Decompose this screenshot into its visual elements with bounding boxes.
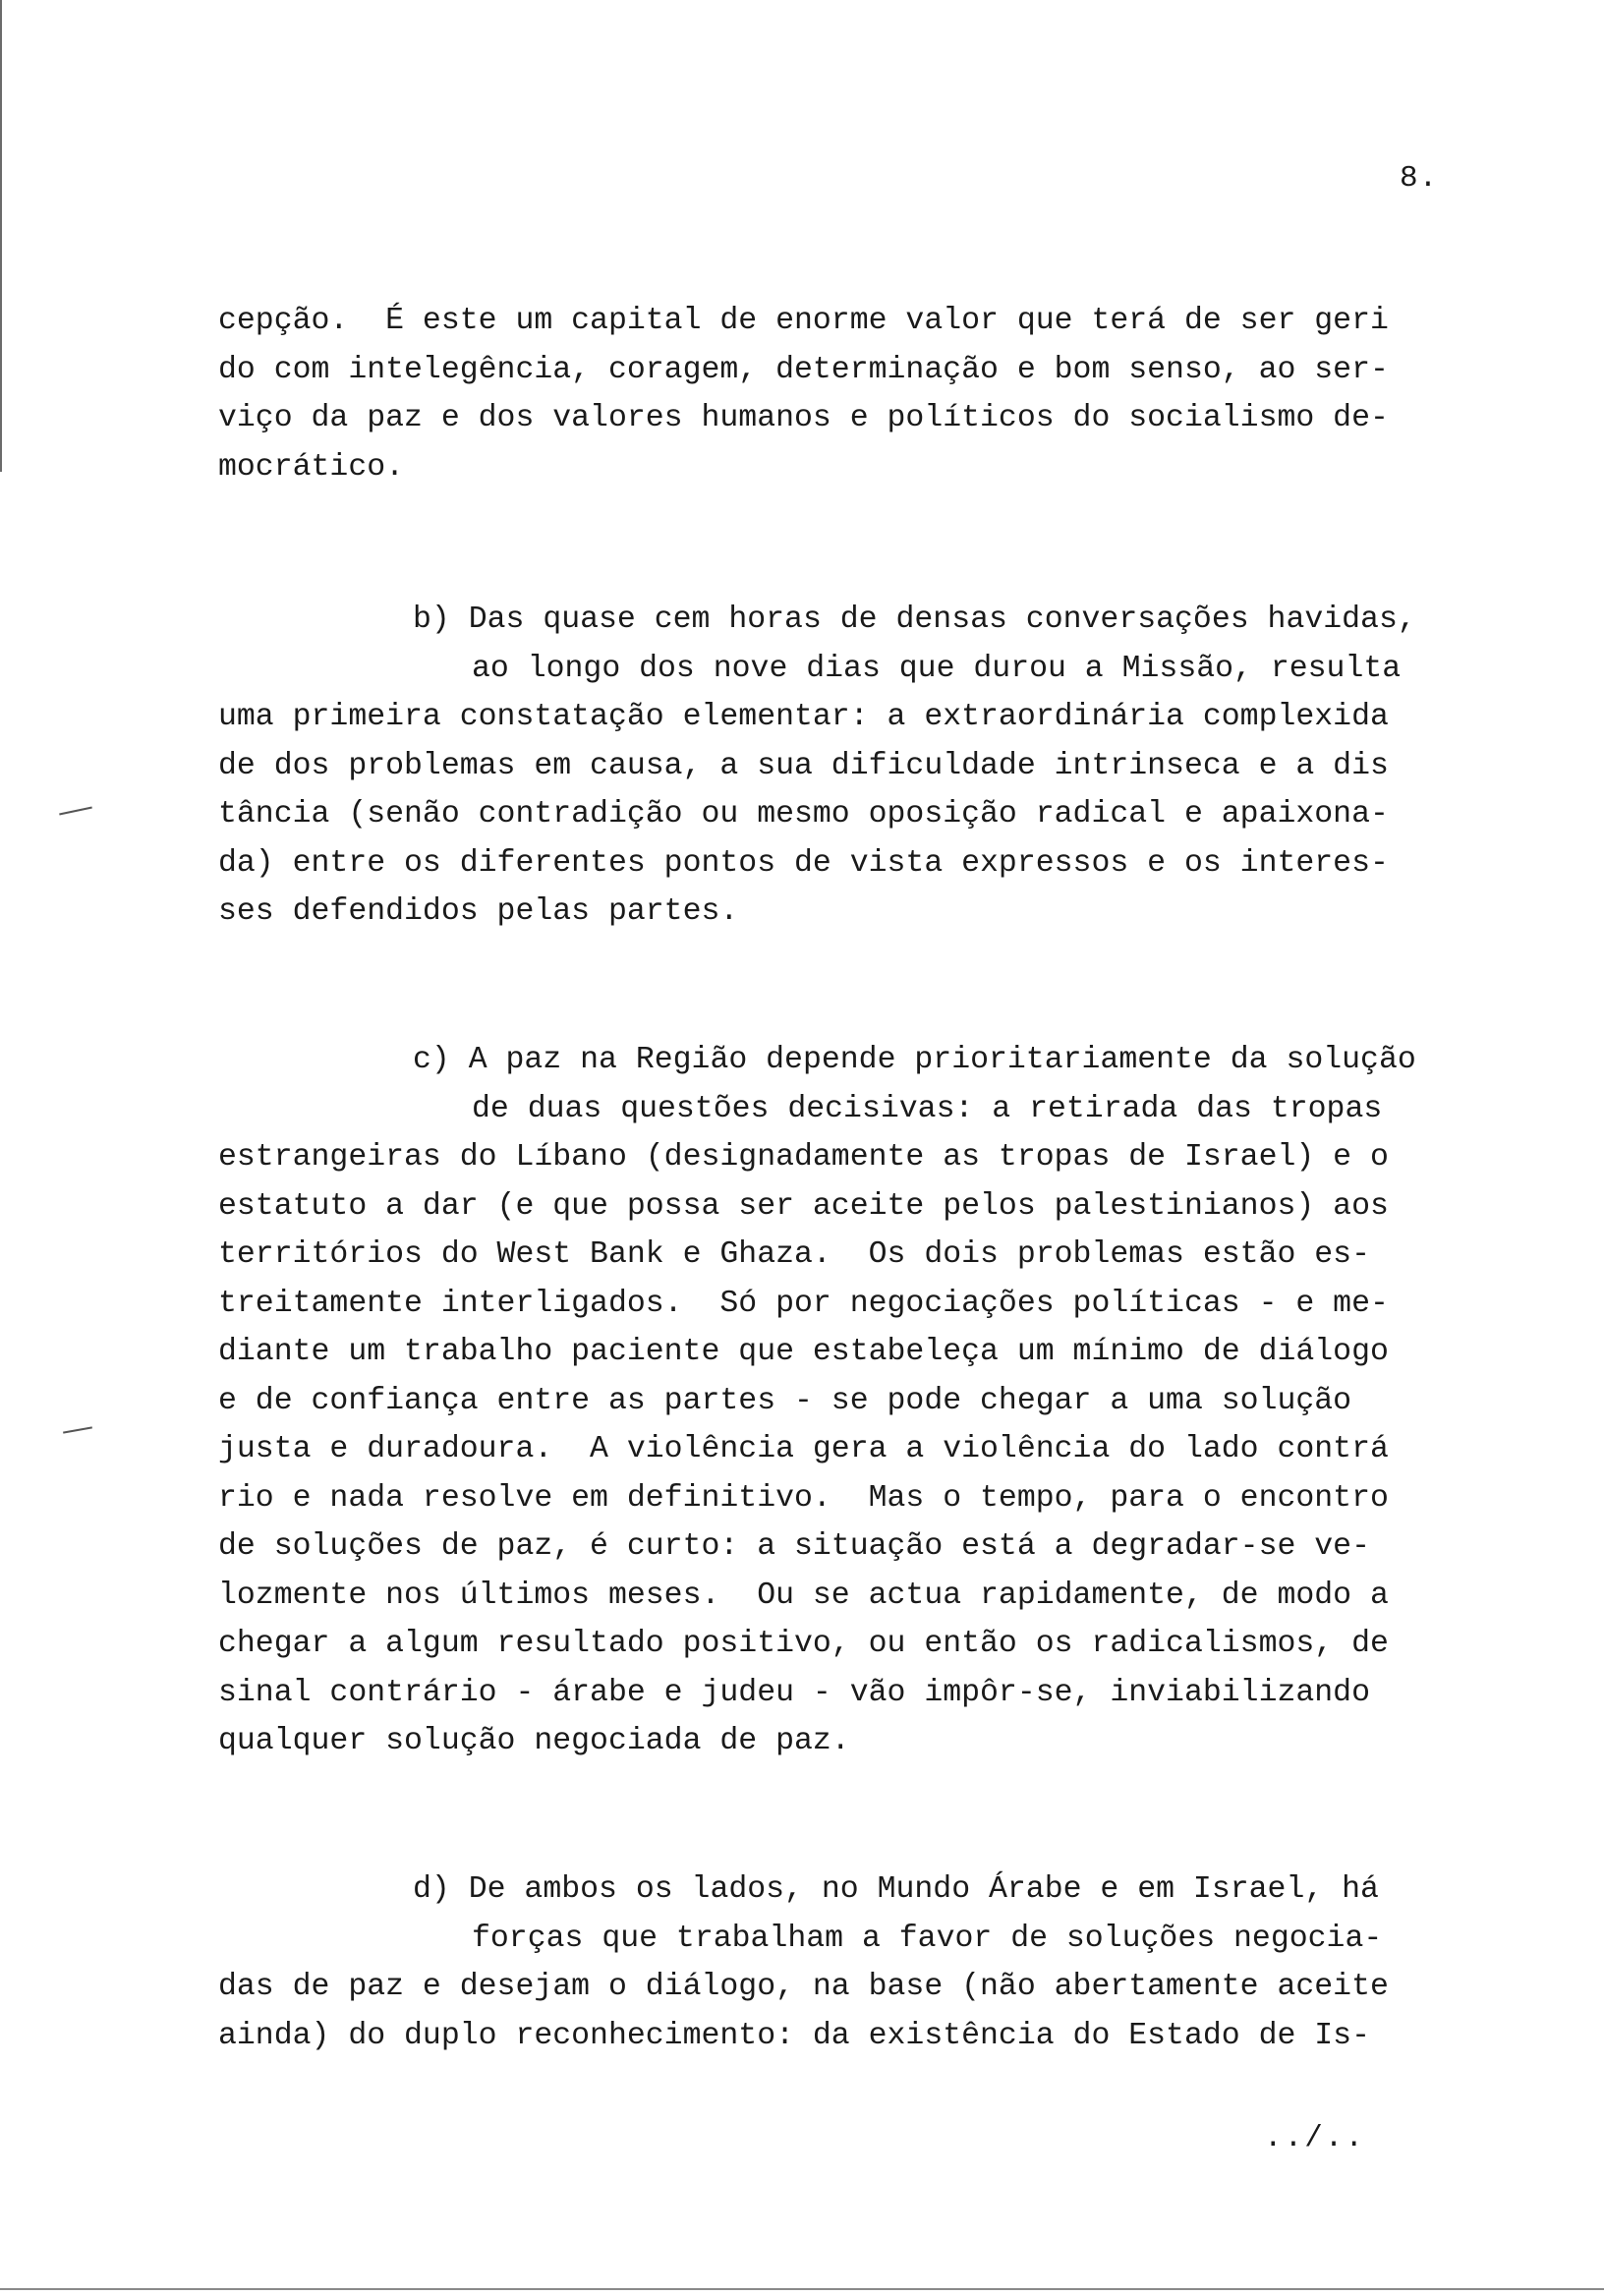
text-line: de dos problemas em causa, a sua dificuldade intrinseca e a dis	[218, 748, 1389, 783]
text-line: b) Das quase cem horas de densas conversações havidas,	[413, 603, 1416, 637]
text-line: tância (senão contradição ou mesmo oposição radical e apaixona-	[218, 797, 1389, 832]
text-line: e de confiança entre as partes - se pode chegar a uma solução	[218, 1383, 1352, 1418]
text-line: das de paz e desejam o diálogo, na base (não abertamente aceite	[218, 1970, 1389, 2004]
text-line: justa e duradoura. A violência gera a violência do lado contrá	[218, 1432, 1389, 1466]
text-line: estrangeiras do Líbano (designadamente as tropas de Israel) e o	[218, 1140, 1389, 1175]
text-line: viço da paz e dos valores humanos e políticos do socialismo de-	[218, 401, 1389, 435]
text-line: sinal contrário - árabe e judeu - vão impôr-se, inviabilizando	[218, 1675, 1370, 1710]
text-line: do com intelegência, coragem, determinação e bom senso, ao ser-	[218, 352, 1389, 387]
text-line: chegar a algum resultado positivo, ou então os radicalismos, de	[218, 1627, 1389, 1661]
text-line: mocrático.	[218, 449, 405, 485]
scan-mark	[59, 806, 92, 815]
scan-mark	[63, 1426, 92, 1433]
continuation-marker: ../..	[1264, 2121, 1366, 2155]
scan-left-edge	[0, 0, 2, 472]
paragraph-d	[218, 1866, 1496, 2060]
text-line: d) De ambos os lados, no Mundo Árabe e em Israel, há	[413, 1872, 1379, 1907]
text-line: qualquer solução negociada de paz.	[218, 1724, 850, 1758]
text-line: da) entre os diferentes pontos de vista expressos e os interes-	[218, 845, 1389, 881]
text-line: ainda) do duplo reconhecimento: da existência do Estado de Is-	[218, 2018, 1370, 2053]
text-line: ses defendidos pelas partes.	[218, 894, 739, 929]
text-line: uma primeira constatação elementar: a extraordinária complexida	[218, 700, 1389, 734]
text-line: estatuto a dar (e que possa ser aceite pelos palestinianos) aos	[218, 1188, 1389, 1224]
paragraph-b	[218, 596, 1496, 937]
scan-bottom-edge	[0, 2288, 1604, 2290]
paragraph-intro	[218, 297, 1496, 491]
page-number: 8.	[1400, 161, 1439, 196]
text-line: lozmente nos últimos meses. Ou se actua rapidamente, de modo a	[218, 1578, 1389, 1613]
text-line: ao longo dos nove dias que durou a Missão, resulta	[472, 651, 1402, 686]
text-line: de soluções de paz, é curto: a situação está a degradar-se ve-	[218, 1529, 1370, 1564]
text-line: forças que trabalham a favor de soluções negocia-	[472, 1921, 1383, 1956]
text-line: c) A paz na Região depende prioritariamente da solução	[413, 1043, 1416, 1077]
text-line: cepção. É este um capital de enorme valor que terá de ser geri	[218, 304, 1389, 338]
text-line: territórios do West Bank e Ghaza. Os dois problemas estão es-	[218, 1237, 1370, 1272]
paragraph-c	[218, 1036, 1496, 1766]
text-line: treitamente interligados. Só por negociações políticas - e me-	[218, 1286, 1389, 1321]
text-line: diante um trabalho paciente que estabeleça um mínimo de diálogo	[218, 1335, 1389, 1369]
text-line: de duas questões decisivas: a retirada das tropas	[472, 1091, 1383, 1126]
text-line: rio e nada resolve em definitivo. Mas o tempo, para o encontro	[218, 1480, 1389, 1516]
